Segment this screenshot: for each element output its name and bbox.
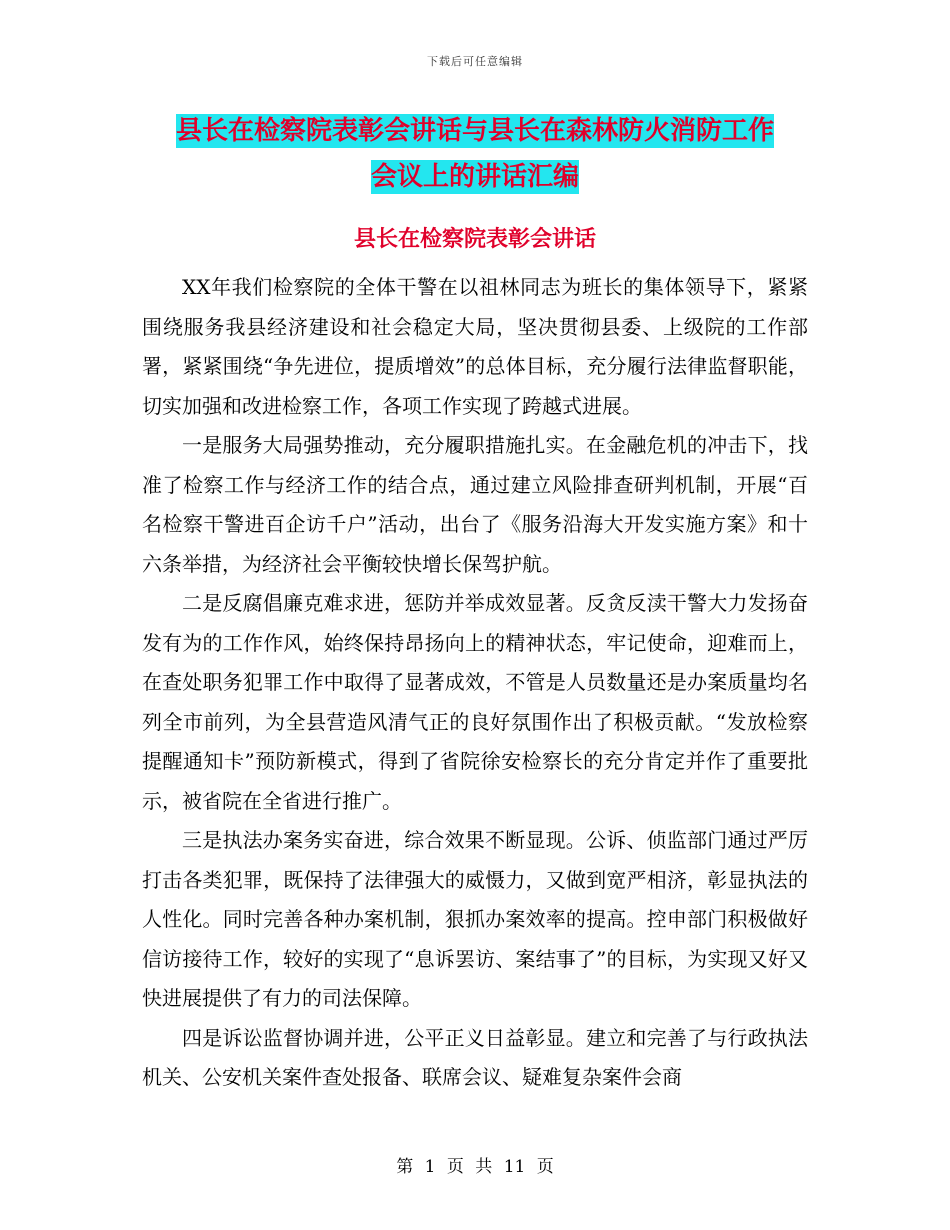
document-title-line-1: 县长在检察院表彰会讲话与县长在森林防火消防工作 xyxy=(175,116,774,146)
page-number: 第 1 页 共 11 页 xyxy=(396,1157,554,1177)
document-title-line-2: 会议上的讲话汇编 xyxy=(370,162,579,192)
paragraph: 二是反腐倡廉克难求进，惩防并举成效显著。反贪反渎干警大力发扬奋发有为的工作作风，始终保持昂扬向上的精神状态，牢记使命，迎难而上，在查处职务犯罪工作中取得了显著成效，不管是人员数量还是办案质量均名列全市前列，为全县营造风清气正的良好氛围作出了积极贡献。“发放检察提醒通知卡”预防新模式，得到了省院徐安检察长的充分肯定并作了重要批示，被省院在全省进行推广。 xyxy=(142,591,808,813)
paragraph: 四是诉讼监督协调并进，公平正义日益彰显。建立和完善了与行政执法机关、公安机关案件查处报备、联席会议、疑难复杂案件会商 xyxy=(142,1025,808,1089)
document-title xyxy=(0,108,950,200)
page-header-note: 下载后可任意编辑 xyxy=(427,55,523,68)
section-title: 县长在检察院表彰会讲话 xyxy=(353,227,596,252)
paragraph: 一是服务大局强势推动，充分履职措施扎实。在金融危机的冲击下，找准了检察工作与经济工作的结合点，通过建立风险排查研判机制，开展“百名检察干警进百企访千户”活动，出台了《服务沿海大开发实施方案》和十六条举措，为经济社会平衡较快增长保驾护航。 xyxy=(142,433,808,576)
body-text xyxy=(142,268,808,1098)
paragraph: XX年我们检察院的全体干警在以祖林同志为班长的集体领导下，紧紧围绕服务我县经济建设和社会稳定大局，坚决贯彻县委、上级院的工作部署，紧紧围绕“争先进位，提质增效”的总体目标，充分履行法律监督职能，切实加强和改进检察工作，各项工作实现了跨越式进展。 xyxy=(142,275,808,418)
paragraph: 三是执法办案务实奋进，综合效果不断显现。公诉、侦监部门通过严厉打击各类犯罪，既保持了法律强大的威慑力，又做到宽严相济，彰显执法的人性化。同时完善各种办案机制，狠抓办案效率的提高。控申部门积极做好信访接待工作，较好的实现了“息诉罢访、案结事了”的目标，为实现又好又快进展提供了有力的司法保障。 xyxy=(142,828,808,1010)
